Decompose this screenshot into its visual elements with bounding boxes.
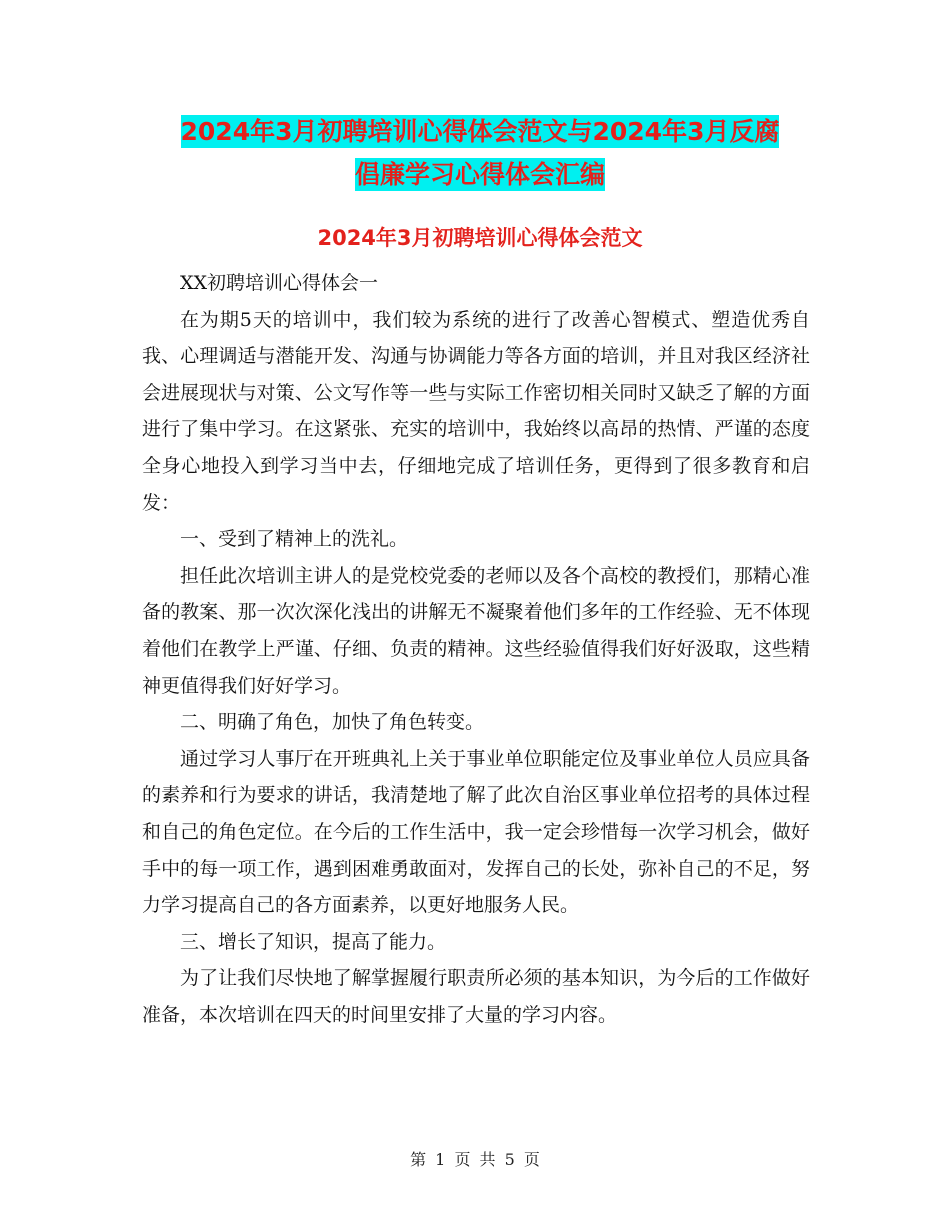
paragraph: XX初聘培训心得体会一 bbox=[180, 272, 379, 294]
paragraph: 二、明确了角色，加快了角色转变。 bbox=[180, 711, 485, 734]
document-title-line-1 bbox=[140, 110, 820, 154]
paragraph: 三、增长了知识，提高了能力。 bbox=[180, 930, 447, 953]
paragraph: 在为期5天的培训中，我们较为系统的进行了改善心智模式、塑造优秀自我、心理调适与潜能开发、沟通与协调能力等各方面的培训，并且对我区经济社会进展现状与对策、公文写作等一些与实际工作密切相关同时又缺乏了解的方面进行了集中学习。在这紧张、充实的培训中，我始终以高昂的热情、严谨的态度全身心地投入到学习当中去，仔细地完成了培训任务，更得到了很多教育和启发： bbox=[142, 308, 810, 514]
paragraph: 一、受到了精神上的洗礼。 bbox=[180, 528, 409, 551]
paragraph: 通过学习人事厅在开班典礼上关于事业单位职能定位及事业单位人员应具备的素养和行为要求的讲话，我清楚地了解了此次自治区事业单位招考的具体过程和自己的角色定位。在今后的工作生活中，我一定会珍惜每一次学习机会，做好手中的每一项工作，遇到困难勇敢面对，发挥自己的长处，弥补自己的不足，努力学习提高自己的各方面素养，以更好地服务人民。 bbox=[142, 747, 810, 917]
body-text bbox=[142, 265, 810, 1033]
title-highlight-2: 倡廉学习心得体会汇编 bbox=[354, 160, 605, 189]
paragraph: 为了让我们尽快地了解掌握履行职责所必须的基本知识，为今后的工作做好准备，本次培训在四天的时间里安排了大量的学习内容。 bbox=[142, 967, 810, 1026]
title-highlight-1: 2024年3月初聘培训心得体会范文与2024年3月反腐 bbox=[180, 117, 780, 146]
page-footer: 第 1 页 共 5 页 bbox=[410, 1150, 540, 1169]
section-title: 2024年3月初聘培训心得体会范文 bbox=[317, 226, 643, 250]
paragraph: 担任此次培训主讲人的是党校党委的老师以及各个高校的教授们，那精心准备的教案、那一次次深化浅出的讲解无不凝聚着他们多年的工作经验、无不体现着他们在教学上严谨、仔细、负责的精神。这些经验值得我们好好汲取，这些精神更值得我们好好学习。 bbox=[142, 564, 810, 697]
document-title-line-2 bbox=[140, 153, 820, 197]
